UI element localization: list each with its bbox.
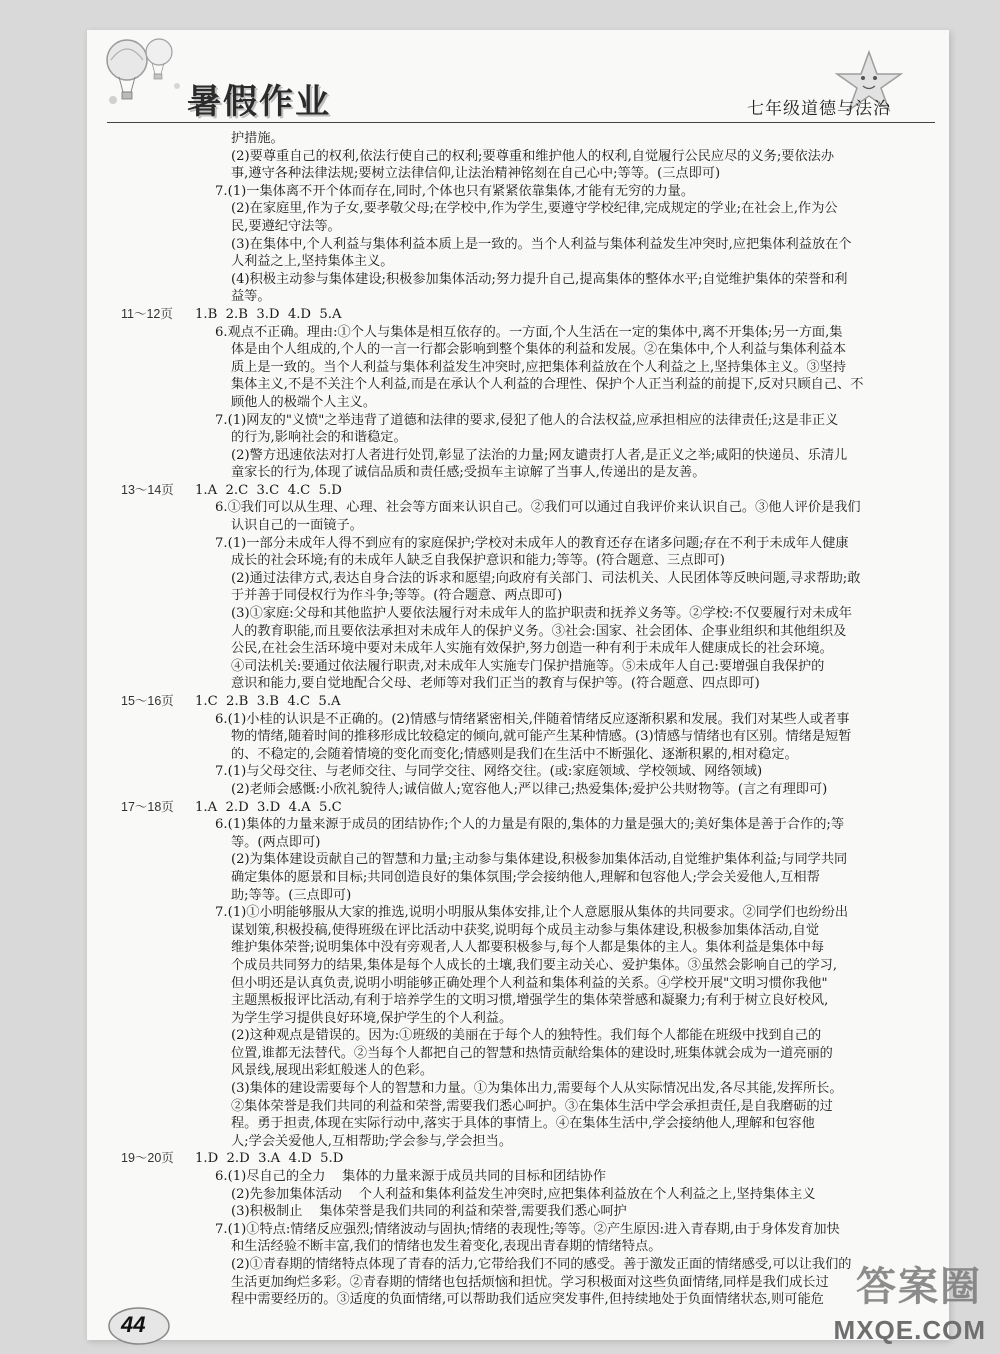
answer-line: (2)在家庭里,作为子女,要孝敬父母;在学校中,作为学生,要遵守学校纪律,完成规定的学业;在社会上,作为公 — [231, 201, 838, 217]
answer-line: 的、不稳定的,会随着情境的变化而变化;情感则是我们在生活中不断强化、逐渐积累的,相对稳定。 — [231, 746, 798, 762]
answer-line: 1.B 2.B 3.D 4.D 5.A — [195, 306, 342, 322]
answer-line: 个成员共同努力的结果,集体是每个人成长的土壤,我们要主动关心、爱护集体。③虽然会影响自己的学习, — [231, 957, 838, 973]
answer-line: 护措施。 — [231, 131, 284, 146]
answer-line: 人的教育职能,而且要依法承担对未成年人的保护义务。③社会:国家、社会团体、企事业组织和其他组织及 — [231, 623, 847, 639]
answer-line: (3)①家庭:父母和其他监护人要依法履行对未成年人的监护职责和抚养义务等。②学校:不仅要履行对未成年 — [231, 606, 852, 622]
answer-line: 7.(1)①小明能够服从大家的推选,说明小明服从集体安排,让个人意愿服从集体的共同要求。②同学们也纷纷出 — [215, 905, 849, 921]
answer-line: 人利益之上,坚持集体主义。 — [231, 254, 394, 270]
answer-section — [109, 693, 935, 799]
watermark-url: MXQE.COM — [833, 1315, 986, 1345]
answer-line: 6.(1)小桂的认识是不正确的。(2)情感与情绪紧密相关,伴随着情绪反应逐渐积累和发展。我们对某些人或者事 — [215, 711, 850, 727]
answer-line: 生活更加绚烂多彩。②青春期的情绪也包括烦恼和担忧。学习积极面对这些负面情绪,同样是我们成长过 — [231, 1274, 829, 1290]
answer-line: 为学生学习提供良好环境,保护学生的个人利益。 — [231, 1010, 513, 1026]
answer-line: 事,遵守各种法律法规;要树立法律信仰,让法治精神铭刻在自己心中;等等。(三点即可) — [231, 166, 721, 182]
answer-content — [109, 130, 935, 1309]
answer-line: 确定集体的愿景和目标;共同创造良好的集体氛围;学会接纳他人,理解和包容他人;学会关爱他人,互相帮 — [231, 869, 820, 885]
answer-line: ④司法机关:要通过依法履行职责,对未成年人实施专门保护措施等。⑤未成年人自己:要增强自我保护的 — [231, 658, 825, 674]
answer-line: 6.①我们可以从生理、心理、社会等方面来认识自己。②我们可以通过自我评价来认识自己。③他人评价是我们 — [215, 500, 861, 516]
answer-line: 维护集体荣誉;说明集体中没有旁观者,人人都要积极参与,每个人都是集体的主人。集体利益是集体中每 — [231, 940, 825, 956]
answer-line: (2)要尊重自己的权利,依法行使自己的权利;要尊重和维护他人的权利,自觉履行公民应尽的义务;要依法办 — [231, 148, 835, 164]
answer-line: 但小明还是认真负责,说明小明能够正确处理个人利益和集体利益的关系。④学校开展"文明习惯你我他" — [231, 975, 828, 991]
answer-line: (2)这种观点是错误的。因为:①班级的美丽在于每个人的独特性。我们每个人都能在班级中找到自己的 — [231, 1028, 822, 1044]
book-brand-title: 暑假作业 — [187, 82, 331, 122]
answer-line: 7.(1)网友的"义愤"之举违背了道德和法律的要求,侵犯了他人的合法权益,应承担相应的法律责任;这是非正义 — [215, 412, 839, 428]
watermark-logo-title: 答案圈 — [856, 1264, 982, 1310]
page-header — [87, 30, 949, 140]
hot-air-balloon-icon — [97, 30, 197, 130]
answer-line: 质上是一致的。当个人利益与集体利益发生冲突时,应把集体利益放在个人利益之上,坚持集体主义。③坚持 — [231, 359, 847, 375]
answer-line: 和生活经验不断丰富,我们的情绪也发生着变化,表现出青春期的情绪特点。 — [231, 1239, 662, 1255]
answer-line: 益等。 — [231, 289, 271, 305]
answer-line: 顾他人的极端个人主义。 — [231, 394, 377, 410]
answer-line: 1.A 2.D 3.D 4.A 5.C — [195, 799, 342, 815]
answer-line: 1.D 2.D 3.A 4.D 5.D — [195, 1151, 344, 1167]
header-divider — [107, 122, 935, 123]
answer-line: 的行为,影响社会的和谐稳定。 — [231, 430, 407, 446]
answer-line: (2)老师会感慨:小欣礼貌待人;诚信做人;宽容他人;严以律己;热爱集体;爱护公共财物等。(言之有理即可) — [231, 781, 828, 797]
page-range-label: 13～14页 — [121, 482, 174, 497]
answer-section — [109, 1150, 935, 1308]
answer-line: (2)通过法律方式,表达自身合法的诉求和愿望;向政府有关部门、司法机关、人民团体等反映问题,寻求帮助;敢 — [231, 570, 861, 586]
page-range-label: 17～18页 — [121, 799, 174, 814]
answer-line: 1.A 2.C 3.C 4.C 5.D — [195, 482, 342, 498]
answer-line: (3)积极制止 集体荣誉是我们共同的利益和荣誉,需要我们悉心呵护 — [231, 1204, 627, 1220]
answer-line: (3)集体的建设需要每个人的智慧和力量。①为集体出力,需要每个人从实际情况出发,各尽其能,发挥所长。 — [231, 1081, 843, 1097]
subject-label: 七年级道德与法治 — [747, 99, 891, 119]
answer-section — [109, 799, 935, 1151]
page-range-label: 19～20页 — [121, 1151, 174, 1166]
page-range-label: 11～12页 — [121, 306, 173, 321]
answer-line: 物的情绪,随着时间的推移形成比较稳定的倾向,就可能产生某种情感。(3)情感与情绪也有区别。情绪是短暂 — [231, 729, 852, 745]
answer-line: (2)为集体建设贡献自己的智慧和力量;主动参与集体建设,积极参加集体活动,自觉维护集体利益;与同学共同 — [231, 852, 848, 868]
answer-line: 1.C 2.B 3.B 4.C 5.A — [195, 694, 341, 709]
answer-line: 于并善于同侵权行为作斗争;等等。(符合题意、两点即可) — [231, 588, 563, 604]
answer-line: 7.(1)一部分未成年人得不到应有的家庭保护;学校对未成年人的教育还存在诸多问题;存在不利于未成年人健康 — [215, 535, 849, 551]
answer-line: (2)①青春期的情绪特点体现了青春的活力,它带给我们不同的感受。善于激发正面的情绪感受,可以让我们的 — [231, 1257, 852, 1272]
answer-line: 7.(1)与父母交往、与老师交往、与同学交往、网络交往。(或:家庭领域、学校领域、网络领域) — [215, 764, 763, 780]
answer-line: (2)先参加集体活动 个人利益和集体利益发生冲突时,应把集体利益放在个人利益之上,坚持集体主义 — [231, 1186, 816, 1202]
page-number: 44 — [121, 1312, 146, 1337]
answer-line: 6.(1)尽自己的全力 集体的力量来源于成员共同的目标和团结协作 — [215, 1169, 606, 1185]
answer-line: 程。勇于担责,体现在实际行动中,落实于具体的事情上。④在集体生活中,学会接纳他人,理解和包容他 — [231, 1116, 815, 1132]
answer-section — [109, 482, 935, 693]
answer-line: 7.(1)①特点:情绪反应强烈;情绪波动与固执;情绪的表现性;等等。②产生原因:进入青春期,由于身体发育加快 — [215, 1221, 840, 1237]
answer-line: 7.(1)一集体离不开个体而存在,同时,个体也只有紧紧依靠集体,才能有无穷的力量。 — [215, 183, 695, 199]
answer-line: 风景线,展现出彩虹般迷人的色彩。 — [231, 1063, 434, 1079]
answer-line: 公民,在社会生活环境中要对未成年人实施有效保护,努力创造一种有利于未成年人健康成长的社会环境。 — [231, 641, 833, 657]
answer-line: 主题黑板报评比活动,有利于培养学生的文明习惯,增强学生的集体荣誉感和凝聚力;有利于树立良好校风, — [231, 993, 829, 1009]
answer-page — [86, 30, 949, 1340]
answer-line: (4)积极主动参与集体建设;积极参加集体活动;努力提升自己,提高集体的整体水平;自觉维护集体的荣誉和利 — [231, 271, 848, 287]
answer-line: 6.(1)集体的力量来源于成员的团结协作;个人的力量是有限的,集体的力量是强大的;美好集体是善于合作的;等 — [215, 817, 845, 833]
answer-line: 程中需要经历的。③适度的负面情绪,可以帮助我们适应突发事件,但持续地处于负面情绪状态,则可能危 — [231, 1292, 824, 1308]
answer-line: 集体主义,不是不关注个人利益,而是在承认个人利益的合理性、保护个人正当利益的前提下,反对只顾自己、不 — [231, 377, 864, 393]
answer-line: 体是由个人组成的,个人的一言一行都会影响到整个集体的利益和发展。②在集体中,个人利益与集体利益本 — [231, 342, 847, 358]
answer-line: 6.观点不正确。理由:①个人与集体是相互依存的。一方面,个人生活在一定的集体中,离不开集体;另一方面,集 — [215, 324, 843, 340]
answer-line: 助;等等。(三点即可) — [231, 887, 352, 903]
page-range-label: 15～16页 — [121, 694, 174, 708]
answer-line: 谋划策,积极投稿,使得班级在评比活动中获奖,说明每个成员主动参与集体建设,积极参加集体活动,自觉 — [231, 922, 820, 938]
answer-line: 民,要遵纪守法等。 — [231, 218, 341, 234]
answer-line: 位置,谁都无法替代。②当每个人都把自己的智慧和热情贡献给集体的建设时,班集体就会成为一道亮丽的 — [231, 1045, 833, 1061]
answer-line: 童家长的行为,体现了诚信品质和责任感;受损车主谅解了当事人,传递出的是友善。 — [231, 465, 706, 481]
answer-line: (2)警方迅速依法对打人者进行处罚,彰显了法治的力量;网友谴责打人者,是正义之举;咸阳的快递员、乐清儿 — [231, 447, 848, 463]
answer-section — [109, 306, 935, 482]
answer-line: (3)在集体中,个人利益与集体利益本质上是一致的。当个人利益与集体利益发生冲突时,应把集体利益放在个 — [231, 236, 852, 252]
answer-line: 认识自己的一面镜子。 — [231, 518, 363, 534]
answer-line: 成长的社会环境;有的未成年人缺乏自我保护意识和能力;等等。(符合题意、三点即可) — [231, 553, 725, 569]
answer-line: 人;学会关爱他人,互相帮助;学会参与,学会担当。 — [231, 1133, 513, 1149]
answer-line: 意识和能力,要自觉地配合父母、老师等对我们正当的教育与保护等。(符合题意、四点即可) — [231, 676, 760, 692]
answer-line: ②集体荣誉是我们共同的利益和荣誉,需要我们悉心呵护。③在集体生活中学会承担责任,是自我磨砺的过 — [231, 1098, 833, 1114]
answer-line: 等。(两点即可) — [231, 834, 321, 850]
answer-section — [109, 130, 935, 306]
